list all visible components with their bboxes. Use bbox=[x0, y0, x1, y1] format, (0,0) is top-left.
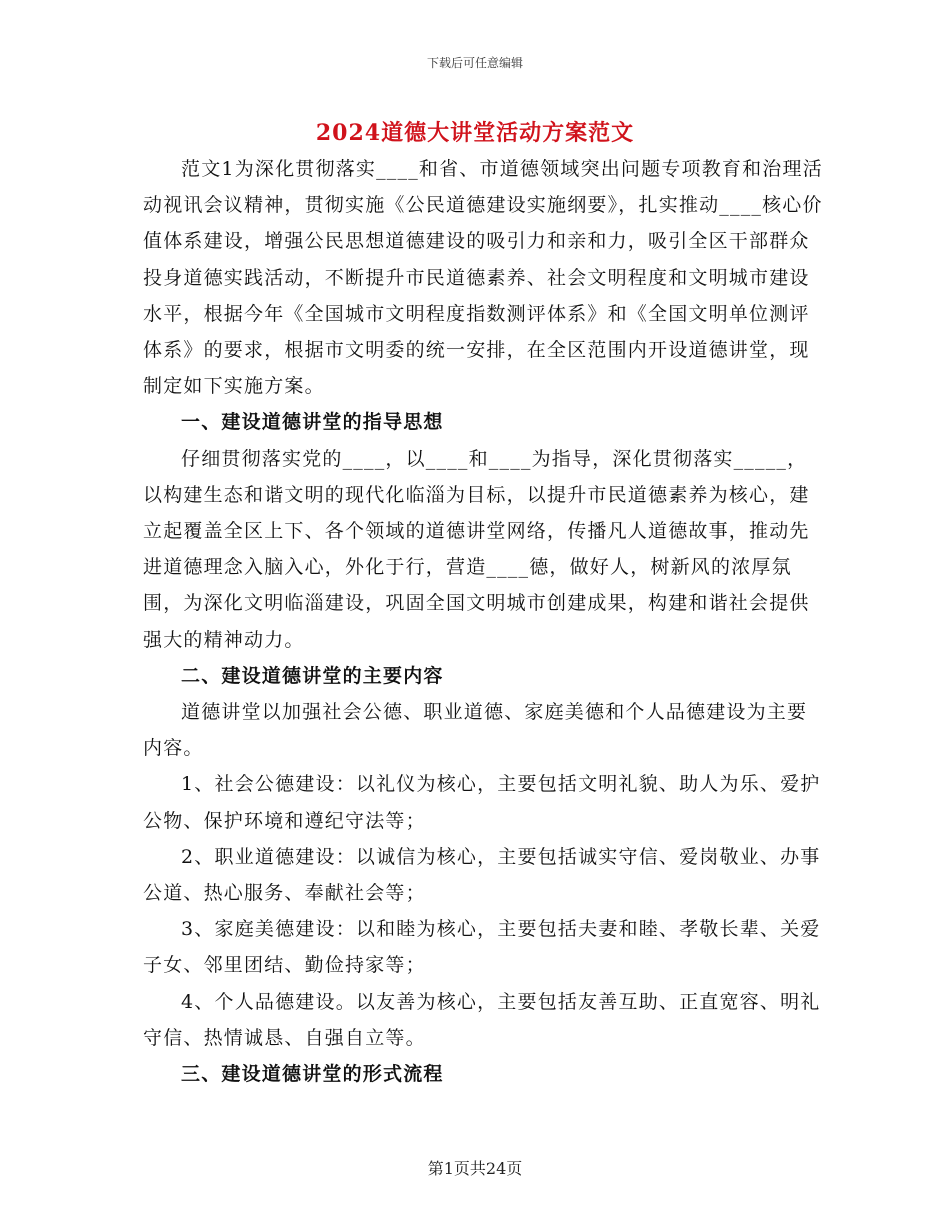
paragraph-guiding-thought: 仔细贯彻落实党的____，以____和____为指导，深化贯彻落实_____，以构建生态和谐文明的现代化临淄为目标，以提升市民道德素养为核心，建立起覆盖全区上下、各个领域的道德讲堂网络，传播凡人道德故事，推动先进道德理念入脑入心，外化于行，营造____德，做好人，树新风的浓厚氛围，为深化文明临淄建设，巩固全国文明城市创建成果，构建和谐社会提供强大的精神动力。 bbox=[143, 447, 810, 651]
paragraph-intro: 范文1为深化贯彻落实____和省、市道德领域突出问题专项教育和治理活动视讯会议精神，贯彻实施《公民道德建设实施纲要》，扎实推动____核心价值体系建设，增强公民思想道德建设的吸引力和亲和力，吸引全区干部群众投身道德实践活动，不断提升市民道德素养、社会文明程度和文明城市建设水平，根据今年《全国城市文明程度指数测评体系》和《全国文明单位测评体系》的要求，根据市文明委的统一安排，在全区范围内开设道德讲堂，现制定如下实施方案。 bbox=[143, 158, 823, 398]
paragraph-main-content: 道德讲堂以加强社会公德、职业道德、家庭美德和个人品德建设为主要内容。 bbox=[143, 701, 808, 760]
list-item-social-ethics: 1、社会公德建设：以礼仪为核心，主要包括文明礼貌、助人为乐、爱护公物、保护环境和遵纪守法等； bbox=[143, 773, 821, 832]
document-title: 2024道德大讲堂活动方案范文 bbox=[315, 120, 635, 146]
section-heading-3: 三、建设道德讲堂的形式流程 bbox=[181, 1063, 444, 1086]
page-number: 第1页共24页 bbox=[427, 1159, 523, 1178]
list-item-professional-ethics: 2、职业道德建设：以诚信为核心，主要包括诚实守信、爱岗敬业、办事公道、热心服务、奉献社会等； bbox=[143, 845, 821, 905]
list-item-family-virtues: 3、家庭美德建设：以和睦为核心，主要包括夫妻和睦、孝敬长辈、关爱子女、邻里团结、勤俭持家等； bbox=[143, 918, 821, 977]
header-note: 下载后可任意编辑 bbox=[426, 56, 523, 70]
list-item-personal-character: 4、个人品德建设。以友善为核心，主要包括友善互助、正直宽容、明礼守信、热情诚恳、自强自立等。 bbox=[143, 990, 821, 1049]
document-body bbox=[143, 151, 823, 1092]
section-heading-2: 二、建设道德讲堂的主要内容 bbox=[181, 664, 444, 687]
section-heading-1: 一、建设道德讲堂的指导思想 bbox=[181, 411, 444, 434]
